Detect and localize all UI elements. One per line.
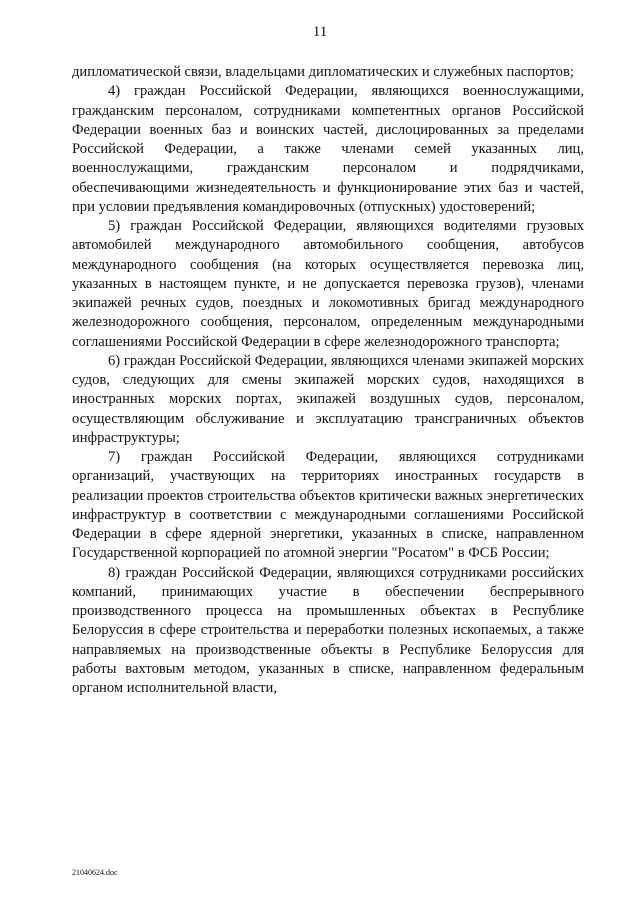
paragraph-item-8: 8) граждан Российской Федерации, являющихся сотрудниками российских компаний, принимающих участие в обеспечении беспрерывного производственного процесса на промышленных объектах в Республике Белоруссия в сфере строительства и переработки полезных ископаемых, а также направляемых на производственные объекты в Республике Белоруссия для работы вахтовым методом, указанных в списке, направленном федеральным органом исполнительной власти, bbox=[72, 564, 584, 696]
footer-file-name: 21040624.doc bbox=[72, 868, 118, 877]
paragraph-item-6: 6) граждан Российской Федерации, являющихся членами экипажей морских судов, следующих для смены экипажей морских судов, находящихся в иностранных морских портах, экипажей воздушных судов, персоналом, осуществляющим обслуживание и эксплуатацию трансграничных объектов инфраструктуры; bbox=[72, 352, 584, 446]
page-number: 11 bbox=[312, 24, 328, 40]
paragraph-item-7: 7) граждан Российской Федерации, являющихся сотрудниками организаций, участвующих на территориях иностранных государств в реализации проектов строительства объектов критически важных энергетических инфраструктур в соответствии с международными соглашениями Российской Федерации в сфере ядерной энергетики, указанных в списке, направленном Государственной корпорацией по атомной энергии "Росатом" в ФСБ России; bbox=[72, 449, 584, 562]
paragraph-item-5: 5) граждан Российской Федерации, являющихся водителями грузовых автомобилей международного автомобильного сообщения, автобусов международного сообщения (на которых осуществляется перевозка лиц, указанных в настоящем пункте, и не допускается перевозка грузов), членами экипажей речных судов, поездных и локомотивных бригад международного железнодорожного сообщения, персоналом, определенным международными соглашениями Российской Федерации в сфере железнодорожного транспорта; bbox=[72, 218, 584, 350]
document-body bbox=[72, 63, 584, 698]
paragraph-item-4: 4) граждан Российской Федерации, являющихся военнослужащими, гражданским персоналом, сотрудниками компетентных органов Российской Федерации военных баз и воинских частей, дислоцированных за пределами Российской Федерации, а также членами семей указанных лиц, военнослужащими, гражданским персоналом и подрядчиками, обеспечивающими жизнедеятельность и функционирование этих баз и частей, при условии предъявления командировочных (отпускных) удостоверений; bbox=[72, 83, 584, 215]
paragraph-continuation: дипломатической связи, владельцами дипломатических и служебных паспортов; bbox=[72, 64, 574, 80]
